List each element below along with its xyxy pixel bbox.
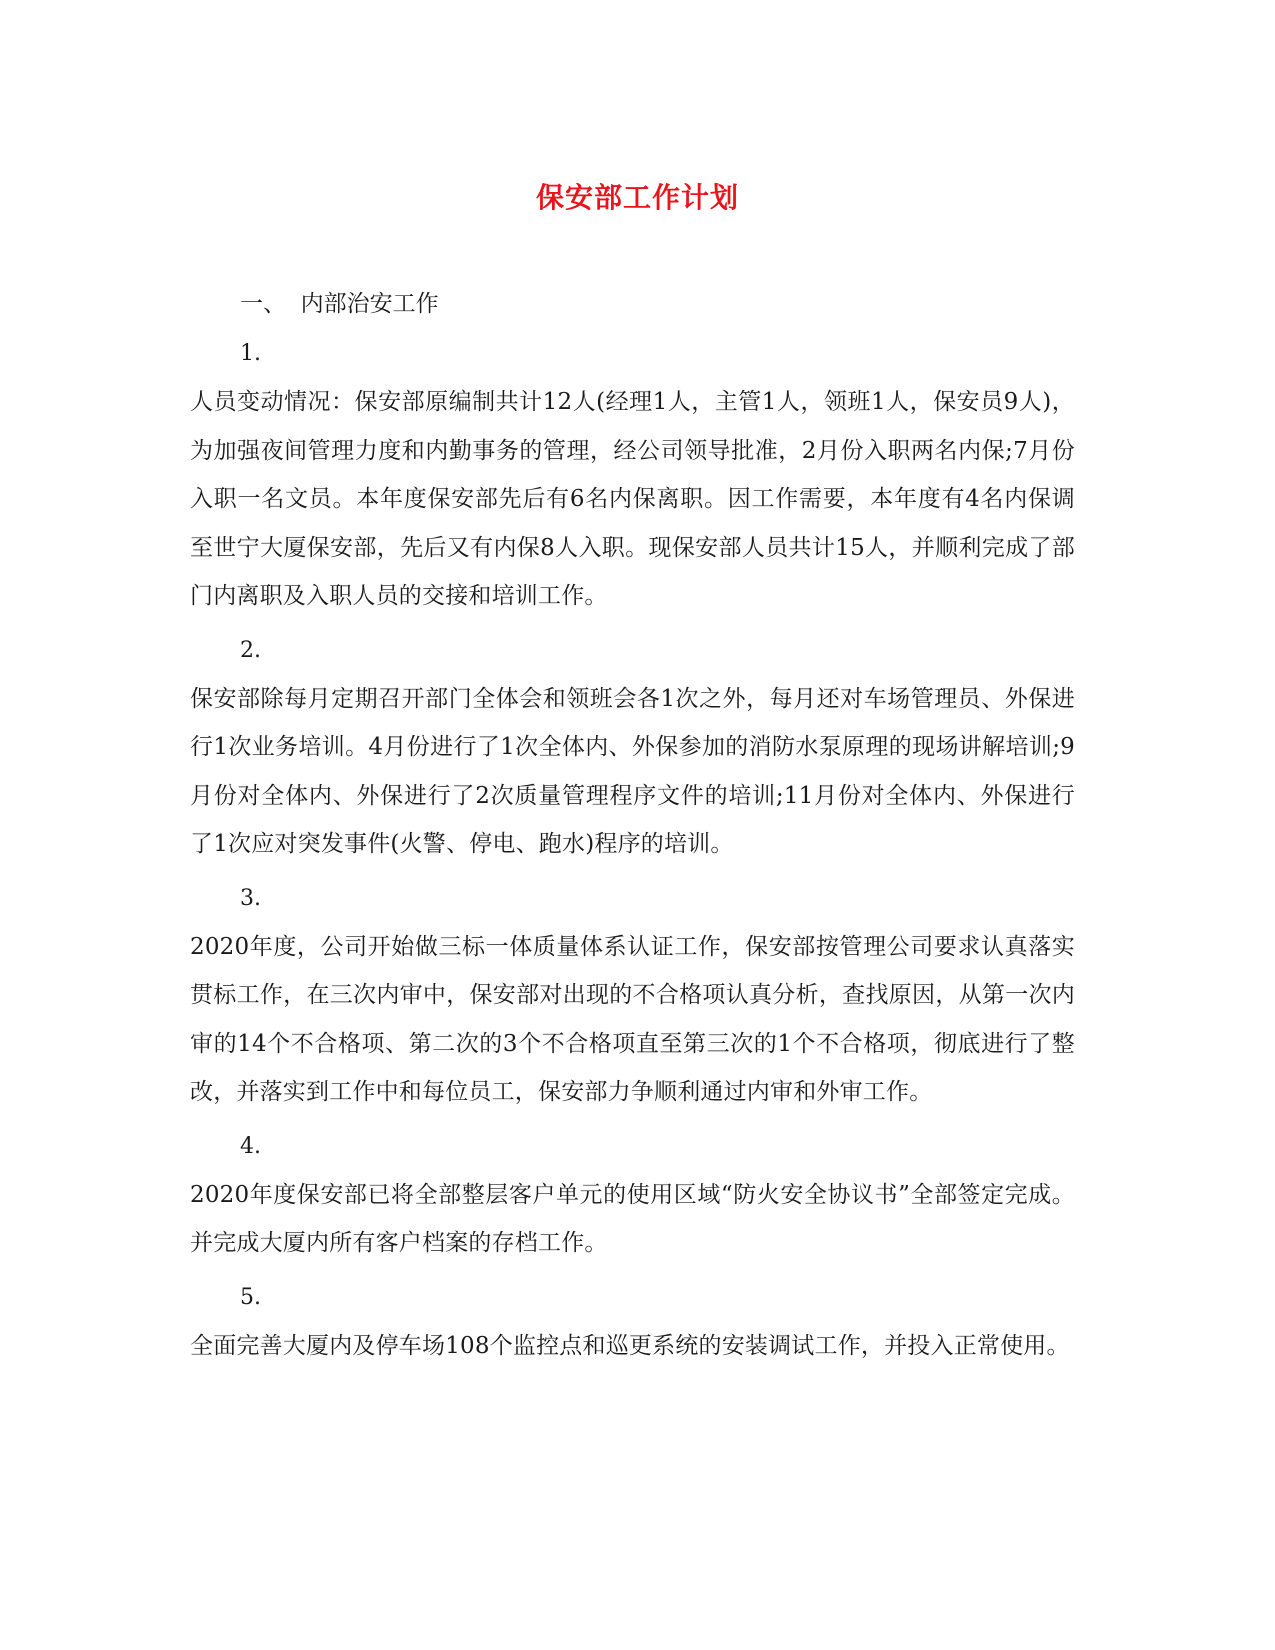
list-item [190,883,1075,1117]
item-paragraph: 保安部除每月定期召开部门全体会和领班会各1次之外，每月还对车场管理员、外保进行1次业务培训。4月份进行了1次全体内、外保参加的消防水泵原理的现场讲解培训;9月份对全体内、外保进行了2次质量管理程序文件的培训;11月份对全体内、外保进行了1次应对突发事件(火警、停电、跑水)程序的培训。 [190,685,1075,857]
item-number: 3. [240,885,261,911]
list-item [190,338,1075,621]
item-number: 4. [240,1133,261,1159]
section-heading: 一、 内部治安工作 [240,291,439,317]
item-list [190,338,1075,1384]
document-title: 保安部工作计划 [535,181,739,214]
item-number: 1. [240,341,261,366]
list-item [190,1282,1075,1371]
list-item [190,1131,1075,1268]
item-number: 5. [240,1284,261,1310]
item-number: 2. [240,637,261,663]
list-item [190,635,1075,869]
item-paragraph: 2020年度保安部已将全部整层客户单元的使用区域“防火安全协议书”全部签定完成。并完成大厦内所有客户档案的存档工作。 [190,1181,1075,1256]
item-paragraph: 全面完善大厦内及停车场108个监控点和巡更系统的安装调试工作，并投入正常使用。 [190,1332,1070,1359]
item-paragraph: 2020年度，公司开始做三标一体质量体系认证工作，保安部按管理公司要求认真落实贯标工作，在三次内审中，保安部对出现的不合格项认真分析，查找原因，从第一次内审的14个不合格项、第二次的3个不合格项直至第三次的1个不合格项，彻底进行了整改，并落实到工作中和每位员工，保安部力争顺利通过内审和外审工作。 [190,933,1075,1105]
item-paragraph: 人员变动情况：保安部原编制共计12人(经理1人，主管1人，领班1人，保安员9人)，为加强夜间管理力度和内勤事务的管理，经公司领导批准，2月份入职两名内保;7月份入职一名文员。本年度保安部先后有6名内保离职。因工作需要，本年度有4名内保调至世宁大厦保安部，先后又有内保8人入职。现保安部人员共计15人，并顺利完成了部门内离职及入职人员的交接和培训工作。 [190,389,1075,609]
